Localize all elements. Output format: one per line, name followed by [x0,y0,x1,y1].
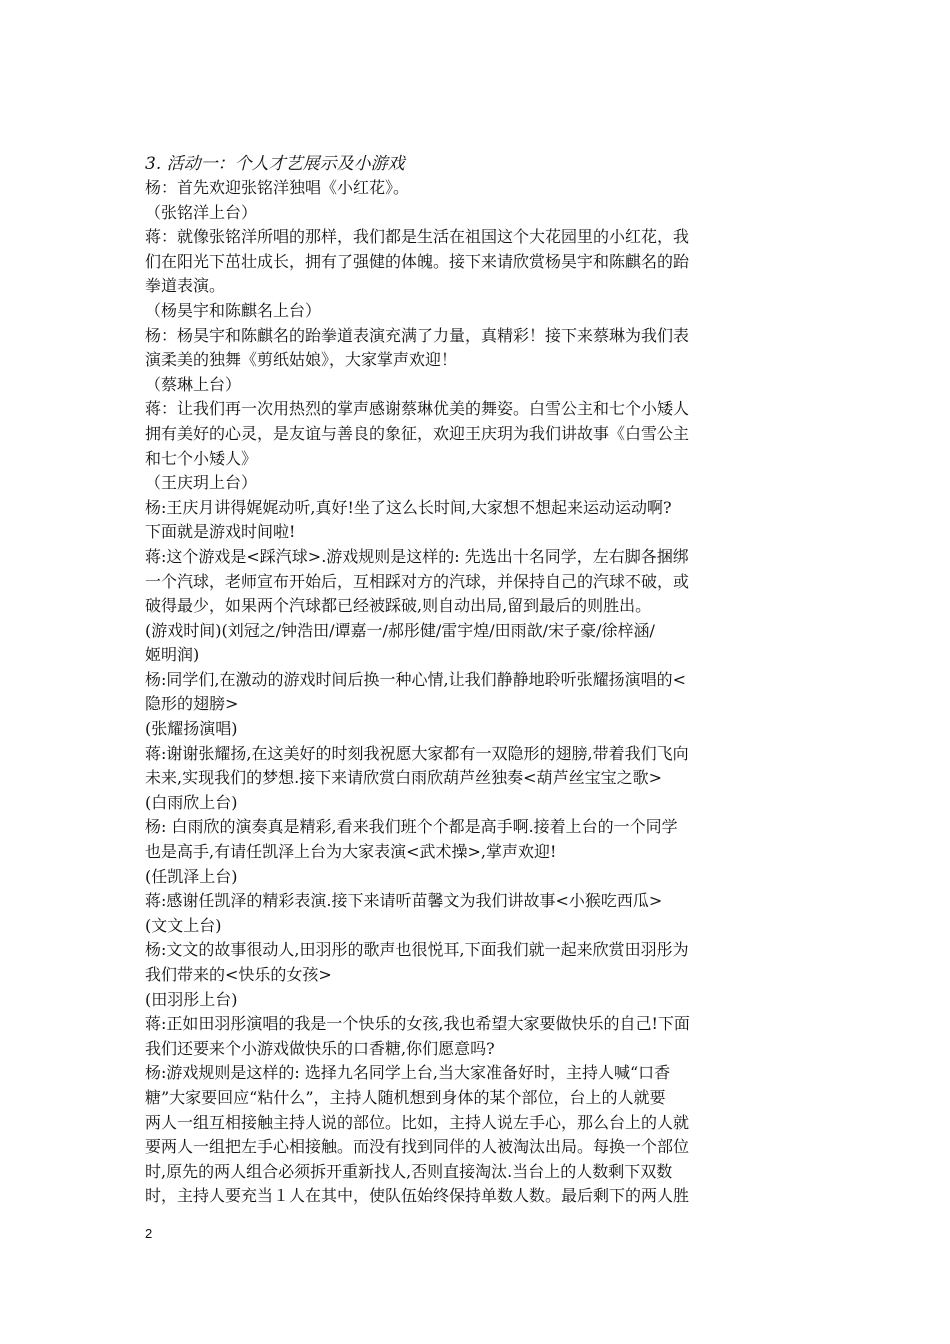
text-line: 破得最少，如果两个汽球都已经被踩破,则自动出局,留到最后的则胜出。 [145,596,652,616]
text-line: 下面就是游戏时间啦! [145,522,296,542]
text-line: （蔡琳上台） [145,374,242,394]
text-line: 隐形的翅膀> [145,694,239,714]
text-line: 蒋:这个游戏是<踩汽球>.游戏规则是这样的: 先选出十名同学，左右脚各捆绑 [145,546,689,566]
text-line: 也是高手,有请任凯泽上台为大家表演<武术操>,掌声欢迎! [145,842,557,862]
text-line: 要两人一组把左手心相接触。而没有找到同伴的人被淘汰出局。每换一个部位 [145,1137,690,1157]
text-line: 蒋:谢谢张耀扬,在这美好的时刻我祝愿大家都有一双隐形的翅膀,带着我们飞向 [145,743,689,763]
text-line: 蒋：就像张铭洋所唱的那样，我们都是生活在祖国这个大花园里的小红花，我 [145,227,690,247]
text-line: (白雨欣上台) [145,792,238,812]
text-line: 杨:文文的故事很动人,田羽彤的歌声也很悦耳,下面我们就一起来欣赏田羽彤为 [145,940,689,960]
text-line: 拥有美好的心灵，是友谊与善良的象征，欢迎王庆玥为我们讲故事《白雪公主 [145,423,690,443]
document-body [145,152,810,1209]
text-line: 我们带来的<快乐的女孩> [145,965,332,984]
text-line: （杨昊宇和陈麒名上台） [145,300,322,320]
text-line: 杨:游戏规则是这样的: 选择九名同学上台,当大家准备好时，主持人喊“口香 [145,1063,671,1083]
text-line: (张耀扬演唱) [145,719,238,739]
page-number: 2 [145,1226,153,1241]
text-line: (游戏时间)(刘冠之/钟浩田/谭嘉一/郝彤健/雷宇煌/田雨歆/宋子豪/徐梓涵/ [145,620,655,640]
text-line: 杨:王庆月讲得娓娓动听,真好!坐了这么长时间,大家想不想起来运动运动啊? [145,497,672,517]
text-line: (文文上台) [145,915,222,935]
text-line: 杨: 白雨欣的演奏真是精彩,看来我们班个个都是高手啊.接着上台的一个同学 [145,817,678,837]
text-line: 杨:同学们,在激动的游戏时间后换一种心情,让我们静静地聆听张耀扬演唱的< [145,669,686,689]
text-line: 我们还要来个小游戏做快乐的口香糖,你们愿意吗? [145,1038,495,1058]
section-heading: 3. 活动一：个人才艺展示及小游戏 [145,154,405,174]
text-line: 糖”大家要回应“粘什么”，主持人随机想到身体的某个部位，台上的人就要 [145,1087,666,1107]
text-line: 们在阳光下茁壮成长，拥有了强健的体魄。接下来请欣赏杨昊宇和陈麒名的跆 [145,251,690,271]
text-line: 拳道表演。 [145,276,226,296]
text-line: 时，主持人要充当１人在其中，使队伍始终保持单数人数。最后剩下的两人胜 [145,1186,690,1206]
text-line: 蒋：让我们再一次用热烈的掌声感谢蔡琳优美的舞姿。白雪公主和七个小矮人 [145,399,690,419]
text-line: 蒋:感谢任凯泽的精彩表演.接下来请听苗馨文为我们讲故事<小猴吃西瓜> [145,891,663,911]
text-line: 演柔美的独舞《剪纸姑娘》，大家掌声欢迎！ [145,350,458,370]
text-line: 杨：杨昊宇和陈麒名的跆拳道表演充满了力量，真精彩！接下来蔡琳为我们表 [145,325,690,345]
text-line: 一个汽球，老师宣布开始后，互相踩对方的汽球，并保持自己的汽球不破，或 [145,571,690,591]
text-line: 时,原先的两人组合必须拆开重新找人,否则直接淘汰.当台上的人数剩下双数 [145,1161,673,1181]
text-line: 杨：首先欢迎张铭洋独唱《小红花》。 [145,178,410,197]
text-line: （王庆玥上台） [145,473,258,493]
text-line: (田羽彤上台) [145,989,238,1009]
text-line: 未来,实现我们的梦想.接下来请欣赏白雨欣葫芦丝独奏<葫芦丝宝宝之歌> [145,768,662,788]
paragraph-lines [145,176,810,1209]
text-line: 两人一组互相接触主持人说的部位。比如，主持人说左手心，那么台上的人就 [145,1112,690,1132]
text-line: 姬明润) [145,645,200,665]
text-line: （张铭洋上台） [145,202,258,222]
text-line: (任凯泽上台) [145,866,238,886]
text-line: 蒋:正如田羽彤演唱的我是一个快乐的女孩,我也希望大家要做快乐的自己!下面 [145,1014,690,1034]
text-line: 和七个小矮人》 [145,448,258,468]
